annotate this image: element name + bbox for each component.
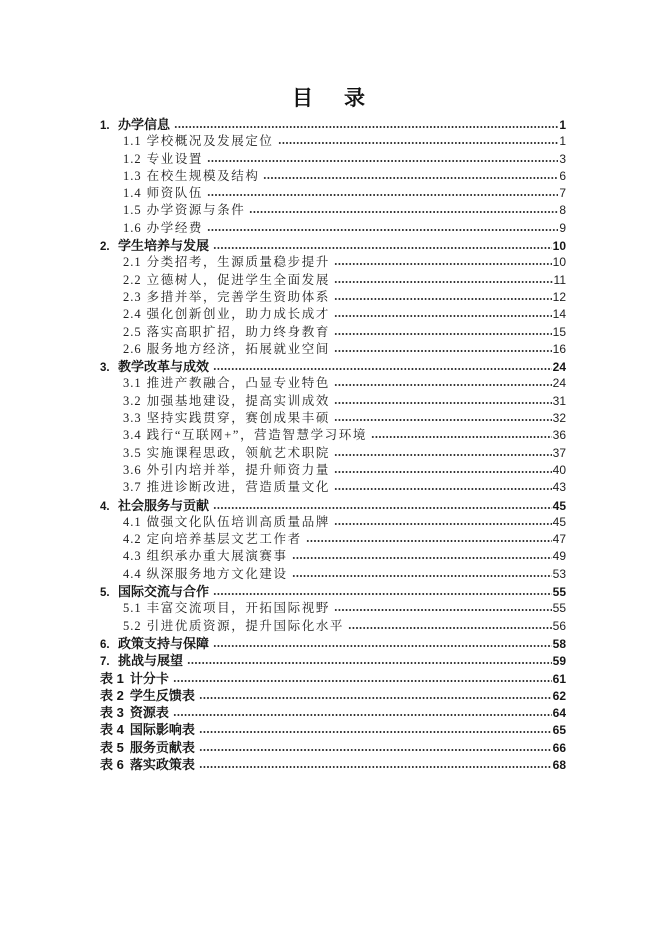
toc-entry-number: 表 2 — [100, 687, 124, 703]
toc-entry-page: 8 — [559, 203, 566, 218]
toc-entry-number: 3.2 — [123, 393, 142, 408]
toc-entry-number: 3.4 — [123, 428, 142, 443]
toc-leader-dots — [199, 748, 552, 752]
toc-leader-dots — [249, 210, 558, 214]
toc-entry-number: 3. — [100, 362, 110, 375]
toc-leader-dots — [263, 176, 558, 180]
toc-entry-number: 表 1 — [100, 670, 124, 686]
toc-entry[interactable] — [100, 670, 566, 687]
toc-leader-dots — [334, 314, 552, 318]
toc-entry-title: 加强基地建设，提高实训成效 — [146, 393, 330, 408]
toc-entry-title: 国际影响表 — [129, 722, 195, 738]
toc-entry-number: 3.3 — [123, 411, 142, 426]
toc-entry[interactable] — [100, 479, 566, 496]
toc-entry-title: 纵深服务地方文化建设 — [146, 566, 288, 581]
toc-entry-page: 64 — [552, 706, 566, 721]
toc-entry-page: 45 — [552, 514, 566, 529]
toc-entry[interactable] — [100, 272, 566, 289]
toc-entry-number: 6. — [100, 638, 110, 651]
toc-entry-page: 10 — [552, 239, 566, 254]
toc-entry[interactable] — [100, 220, 566, 237]
toc-entry-number: 1.5 — [123, 203, 142, 218]
toc-entry[interactable] — [100, 652, 566, 669]
toc-entry[interactable] — [100, 687, 566, 704]
toc-entry-title: 办学经费 — [146, 220, 204, 235]
toc-entry-title: 挑战与展望 — [118, 653, 184, 669]
toc-entry-title: 办学资源与条件 — [146, 203, 246, 218]
toc-entry[interactable] — [100, 358, 566, 375]
toc-leader-dots — [334, 401, 552, 405]
toc-leader-dots — [292, 556, 552, 560]
toc-entry-title: 学生反馈表 — [129, 687, 195, 703]
toc-entry[interactable] — [100, 497, 566, 514]
toc-entry[interactable] — [100, 151, 566, 168]
toc-entry-title: 资源表 — [129, 705, 169, 721]
toc-entry[interactable] — [100, 548, 566, 565]
toc-entry-page: 1 — [559, 118, 566, 132]
toc-leader-dots — [334, 280, 553, 284]
toc-entry-page: 59 — [552, 654, 566, 669]
toc-entry[interactable] — [100, 306, 566, 323]
toc-leader-dots — [207, 228, 558, 232]
toc-entry-title: 落实高职扩招，助力终身教育 — [146, 324, 330, 339]
toc-entry-page: 55 — [552, 601, 566, 616]
toc-entry-title: 定向培养基层文艺工作者 — [146, 532, 302, 547]
toc-entry[interactable] — [100, 410, 566, 427]
toc-leader-dots — [334, 262, 552, 266]
toc-leader-dots — [348, 626, 552, 630]
toc-entry-page: 61 — [552, 671, 566, 686]
toc-entry-title: 社会服务与贡献 — [118, 497, 210, 513]
toc-entry-title: 推进诊断改进，营造质量文化 — [146, 480, 330, 495]
toc-leader-dots — [334, 522, 552, 526]
toc-entry-number: 3.1 — [123, 376, 142, 391]
toc-entry-page: 47 — [552, 532, 566, 547]
toc-entry-number: 1.4 — [123, 186, 142, 201]
toc-entry-number: 1.6 — [123, 220, 142, 235]
toc-entry[interactable] — [100, 618, 566, 635]
toc-list — [100, 116, 566, 773]
toc-entry[interactable] — [100, 600, 566, 617]
toc-entry-title: 做强文化队伍培训高质量品牌 — [146, 514, 330, 529]
toc-leader-dots — [334, 332, 552, 336]
toc-entry-number: 表 5 — [100, 739, 124, 755]
toc-leader-dots — [334, 349, 552, 353]
toc-entry-number: 3.6 — [123, 462, 142, 477]
toc-entry[interactable] — [100, 375, 566, 392]
toc-entry-number: 2.1 — [123, 255, 142, 270]
toc-entry-number: 表 4 — [100, 722, 124, 738]
toc-entry-page: 62 — [552, 688, 566, 703]
toc-entry-number: 4.1 — [123, 514, 142, 529]
toc-entry[interactable] — [100, 583, 566, 600]
toc-entry-title: 多措并举，完善学生资助体系 — [146, 289, 330, 304]
toc-leader-dots — [334, 453, 552, 457]
toc-entry-title: 组织承办重大展演赛事 — [146, 549, 288, 564]
toc-entry-title: 落实政策表 — [129, 756, 195, 772]
toc-leader-dots — [278, 141, 559, 145]
toc-leader-dots — [173, 713, 552, 717]
toc-leader-dots — [334, 383, 552, 387]
toc-entry-number: 3.5 — [123, 445, 142, 460]
toc-leader-dots — [207, 193, 558, 197]
toc-entry-title: 坚持实践贯穿，赛创成果丰硕 — [146, 411, 330, 426]
toc-entry-title: 在校生规模及结构 — [146, 168, 260, 183]
toc-leader-dots — [306, 539, 552, 543]
toc-entry-page: 10 — [552, 255, 566, 270]
toc-entry[interactable] — [100, 514, 566, 531]
toc-entry-page: 45 — [552, 498, 566, 513]
toc-entry-title: 实施课程思政，领航艺术职院 — [146, 445, 330, 460]
toc-leader-dots — [334, 487, 552, 491]
toc-entry-title: 办学信息 — [118, 117, 171, 132]
toc-entry-page: 14 — [552, 307, 566, 322]
toc-entry-page: 37 — [552, 445, 566, 460]
toc-entry[interactable] — [100, 531, 566, 548]
toc-entry-page: 24 — [552, 376, 566, 391]
toc-entry[interactable] — [100, 393, 566, 410]
toc-entry-number: 2.3 — [123, 289, 142, 304]
toc-leader-dots — [213, 592, 552, 596]
toc-entry-page: 31 — [552, 393, 566, 408]
toc-entry-page: 43 — [552, 480, 566, 495]
toc-entry-page: 11 — [553, 272, 566, 287]
toc-entry-number: 2.2 — [123, 272, 142, 287]
toc-entry[interactable] — [100, 462, 566, 479]
toc-entry-title: 强化创新创业，助力成长成才 — [146, 307, 330, 322]
toc-entry-page: 58 — [552, 636, 566, 651]
toc-entry-title: 服务地方经济，拓展就业空间 — [146, 341, 330, 356]
toc-entry[interactable] — [100, 704, 566, 721]
toc-entry[interactable] — [100, 289, 566, 306]
toc-entry-number: 2.5 — [123, 324, 142, 339]
toc-entry[interactable] — [100, 756, 566, 773]
toc-entry[interactable] — [100, 739, 566, 756]
toc-entry-page: 36 — [552, 428, 566, 443]
toc-entry-number: 表 6 — [100, 756, 124, 772]
toc-entry-title: 国际交流与合作 — [118, 584, 210, 600]
toc-entry[interactable] — [100, 237, 566, 254]
toc-entry-title: 师资队伍 — [146, 186, 204, 201]
toc-entry-title: 服务贡献表 — [129, 739, 195, 755]
toc-entry-number: 4.4 — [123, 566, 142, 581]
toc-entry-page: 7 — [559, 186, 566, 201]
toc-entry-title: 计分卡 — [129, 670, 169, 686]
toc-entry-title: 学校概况及发展定位 — [146, 134, 274, 149]
toc-entry[interactable] — [100, 133, 566, 150]
toc-leader-dots — [371, 435, 552, 439]
toc-entry-number: 7. — [100, 656, 110, 669]
toc-leader-dots — [173, 679, 552, 683]
toc-entry[interactable] — [100, 635, 566, 652]
toc-entry-number: 表 3 — [100, 705, 124, 721]
toc-entry-page: 55 — [552, 585, 566, 600]
toc-leader-dots — [334, 418, 552, 422]
toc-entry-page: 53 — [552, 566, 566, 581]
toc-entry-page: 6 — [559, 168, 566, 183]
page-title: 目 录 — [292, 87, 370, 110]
toc-leader-dots — [292, 574, 552, 578]
toc-entry-number: 2. — [100, 241, 110, 254]
toc-entry-title: 政策支持与保障 — [118, 635, 210, 651]
toc-leader-dots — [213, 367, 552, 371]
toc-leader-dots — [213, 506, 552, 510]
toc-leader-dots — [213, 644, 552, 648]
toc-entry[interactable] — [100, 185, 566, 202]
toc-entry[interactable] — [100, 341, 566, 358]
toc-leader-dots — [334, 297, 552, 301]
toc-leader-dots — [187, 661, 552, 665]
toc-entry-title: 立德树人，促进学生全面发展 — [146, 272, 330, 287]
toc-entry-number: 1.1 — [123, 134, 142, 149]
toc-leader-dots — [207, 159, 558, 163]
toc-entry-page: 15 — [552, 324, 566, 339]
toc-entry-title: 教学改革与成效 — [118, 359, 210, 375]
toc-entry-number: 3.7 — [123, 480, 142, 495]
toc-entry-title: 践行“互联网+”，营造智慧学习环境 — [146, 428, 367, 443]
toc-entry-page: 9 — [559, 220, 566, 235]
toc-entry-number: 2.4 — [123, 307, 142, 322]
toc-entry[interactable] — [100, 324, 566, 341]
toc-entry-number: 1.2 — [123, 151, 142, 166]
toc-leader-dots — [199, 696, 552, 700]
toc-entry-page: 65 — [552, 723, 566, 738]
toc-entry[interactable] — [100, 202, 566, 219]
toc-entry-number: 4.2 — [123, 532, 142, 547]
toc-leader-dots — [199, 730, 552, 734]
toc-entry-page: 3 — [559, 151, 566, 166]
toc-entry-number: 5. — [100, 587, 110, 600]
toc-entry-page: 49 — [552, 549, 566, 564]
toc-leader-dots — [334, 470, 552, 474]
toc-entry-page: 40 — [552, 462, 566, 477]
toc-entry-title: 外引内培并举，提升师资力量 — [146, 462, 330, 477]
toc-entry-title: 学生培养与发展 — [118, 238, 210, 254]
toc-entry-title: 引进优质资源，提升国际化水平 — [146, 618, 345, 633]
toc-entry-page: 56 — [552, 618, 566, 633]
toc-entry-page: 24 — [552, 360, 566, 375]
toc-leader-dots — [174, 125, 558, 129]
toc-entry-page: 66 — [552, 740, 566, 755]
toc-entry-page: 1 — [559, 134, 566, 149]
toc-entry[interactable] — [100, 168, 566, 185]
toc-entry[interactable] — [100, 116, 566, 133]
toc-entry-page: 68 — [552, 757, 566, 772]
toc-entry[interactable] — [100, 566, 566, 583]
toc-entry-number: 4.3 — [123, 549, 142, 564]
toc-entry[interactable] — [100, 721, 566, 738]
toc-leader-dots — [213, 246, 552, 250]
toc-entry[interactable] — [100, 445, 566, 462]
toc-entry-number: 5.1 — [123, 601, 142, 616]
toc-entry-page: 12 — [552, 289, 566, 304]
toc-leader-dots — [199, 765, 552, 769]
toc-entry-title: 专业设置 — [146, 151, 204, 166]
toc-entry[interactable] — [100, 427, 566, 444]
toc-entry-title: 推进产教融合，凸显专业特色 — [146, 376, 330, 391]
toc-entry-title: 丰富交流项目，开拓国际视野 — [146, 601, 330, 616]
toc-leader-dots — [334, 608, 552, 612]
toc-entry[interactable] — [100, 254, 566, 271]
toc-entry-number: 1. — [100, 120, 110, 132]
toc-entry-number: 4. — [100, 500, 110, 513]
toc-entry-number: 5.2 — [123, 618, 142, 633]
toc-entry-page: 16 — [552, 341, 566, 356]
toc-entry-number: 1.3 — [123, 168, 142, 183]
toc-entry-number: 2.6 — [123, 341, 142, 356]
toc-entry-page: 32 — [552, 411, 566, 426]
toc-entry-title: 分类招考，生源质量稳步提升 — [146, 255, 330, 270]
